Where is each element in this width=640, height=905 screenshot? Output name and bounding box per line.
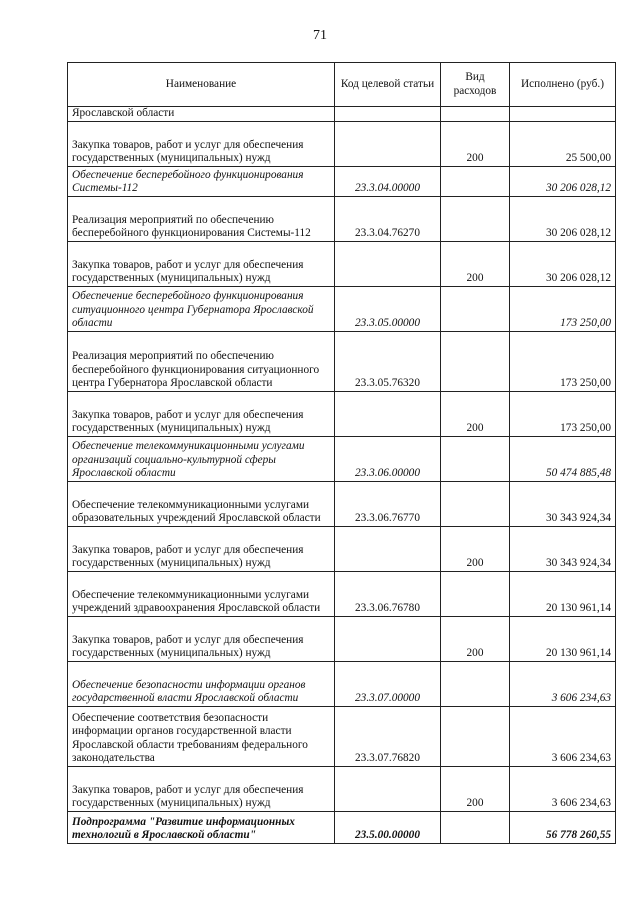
cell-kind [441, 197, 510, 242]
cell-kind [441, 107, 510, 122]
cell-kind: 200 [441, 392, 510, 437]
cell-kind: 200 [441, 242, 510, 287]
cell-amount: 20 130 961,14 [510, 617, 616, 662]
cell-amount: 25 500,00 [510, 122, 616, 167]
cell-name: Реализация мероприятий по обеспечению бесперебойного функционирования ситуационного центра Губернатора Ярославской области [68, 332, 335, 392]
cell-name: Обеспечение телекоммуникационными услугами образовательных учреждений Ярославской области [68, 482, 335, 527]
cell-amount: 30 343 924,34 [510, 527, 616, 572]
cell-amount: 173 250,00 [510, 392, 616, 437]
cell-kind [441, 707, 510, 767]
cell-name: Закупка товаров, работ и услуг для обеспечения государственных (муниципальных) нужд [68, 242, 335, 287]
header-amount: Исполнено (руб.) [510, 63, 616, 107]
page-number: 71 [313, 28, 327, 43]
cell-name: Ярославской области [68, 107, 335, 122]
cell-code: 23.3.05.00000 [335, 287, 441, 332]
table-header-row [68, 63, 616, 107]
table-row [68, 707, 616, 767]
cell-name: Реализация мероприятий по обеспечению бесперебойного функционирования Системы-112 [68, 197, 335, 242]
table-row [68, 107, 616, 122]
cell-name: Обеспечение телекоммуникационными услугами учреждений здравоохранения Ярославской области [68, 572, 335, 617]
cell-kind [441, 812, 510, 844]
cell-name: Обеспечение бесперебойного функционирования ситуационного центра Губернатора Ярославской области [68, 287, 335, 332]
table-row [68, 332, 616, 392]
cell-code: 23.3.04.00000 [335, 167, 441, 197]
expenditure-table [67, 62, 616, 844]
cell-name: Закупка товаров, работ и услуг для обеспечения государственных (муниципальных) нужд [68, 392, 335, 437]
cell-code [335, 107, 441, 122]
cell-kind: 200 [441, 527, 510, 572]
cell-code: 23.3.06.00000 [335, 437, 441, 482]
cell-amount: 30 343 924,34 [510, 482, 616, 527]
cell-name: Закупка товаров, работ и услуг для обеспечения государственных (муниципальных) нужд [68, 617, 335, 662]
table-body [68, 107, 616, 844]
cell-kind: 200 [441, 767, 510, 812]
cell-amount: 3 606 234,63 [510, 767, 616, 812]
cell-kind [441, 482, 510, 527]
table-row [68, 662, 616, 707]
table-row [68, 287, 616, 332]
table-row [68, 767, 616, 812]
cell-code: 23.3.06.76780 [335, 572, 441, 617]
cell-amount: 30 206 028,12 [510, 167, 616, 197]
cell-code [335, 617, 441, 662]
cell-name: Закупка товаров, работ и услуг для обеспечения государственных (муниципальных) нужд [68, 122, 335, 167]
table-row [68, 527, 616, 572]
cell-amount: 173 250,00 [510, 287, 616, 332]
cell-name: Обеспечение телекоммуникационными услугами организаций социально-культурной сферы Ярославской области [68, 437, 335, 482]
cell-amount: 173 250,00 [510, 332, 616, 392]
cell-amount: 20 130 961,14 [510, 572, 616, 617]
cell-amount: 3 606 234,63 [510, 707, 616, 767]
cell-amount: 56 778 260,55 [510, 812, 616, 844]
table-row [68, 122, 616, 167]
cell-code [335, 527, 441, 572]
cell-code [335, 242, 441, 287]
table-row [68, 437, 616, 482]
header-kind: Вид расходов [441, 63, 510, 107]
cell-code: 23.3.04.76270 [335, 197, 441, 242]
table-row [68, 812, 616, 844]
cell-amount: 30 206 028,12 [510, 197, 616, 242]
cell-kind: 200 [441, 617, 510, 662]
cell-name: Подпрограмма "Развитие информационных технологий в Ярославской области" [68, 812, 335, 844]
cell-code [335, 767, 441, 812]
cell-amount: 3 606 234,63 [510, 662, 616, 707]
cell-amount: 30 206 028,12 [510, 242, 616, 287]
cell-kind [441, 437, 510, 482]
cell-kind: 200 [441, 122, 510, 167]
table-row [68, 617, 616, 662]
cell-kind [441, 332, 510, 392]
cell-name: Обеспечение соответствия безопасности информации органов государственной власти Ярославской области требованиям федерального законодательства [68, 707, 335, 767]
cell-amount [510, 107, 616, 122]
header-code: Код целевой статьи [335, 63, 441, 107]
cell-kind [441, 287, 510, 332]
cell-kind [441, 662, 510, 707]
cell-name: Закупка товаров, работ и услуг для обеспечения государственных (муниципальных) нужд [68, 767, 335, 812]
cell-code [335, 122, 441, 167]
cell-code: 23.3.07.00000 [335, 662, 441, 707]
cell-code: 23.3.07.76820 [335, 707, 441, 767]
cell-name: Обеспечение бесперебойного функционирования Системы-112 [68, 167, 335, 197]
table-row [68, 197, 616, 242]
cell-code [335, 392, 441, 437]
table-row [68, 242, 616, 287]
cell-kind [441, 167, 510, 197]
cell-name: Закупка товаров, работ и услуг для обеспечения государственных (муниципальных) нужд [68, 527, 335, 572]
table-row [68, 482, 616, 527]
cell-code: 23.5.00.00000 [335, 812, 441, 844]
table-row [68, 167, 616, 197]
cell-name: Обеспечение безопасности информации органов государственной власти Ярославской области [68, 662, 335, 707]
cell-kind [441, 572, 510, 617]
table-row [68, 572, 616, 617]
header-name: Наименование [68, 63, 335, 107]
cell-amount: 50 474 885,48 [510, 437, 616, 482]
cell-code: 23.3.06.76770 [335, 482, 441, 527]
cell-code: 23.3.05.76320 [335, 332, 441, 392]
table-row [68, 392, 616, 437]
